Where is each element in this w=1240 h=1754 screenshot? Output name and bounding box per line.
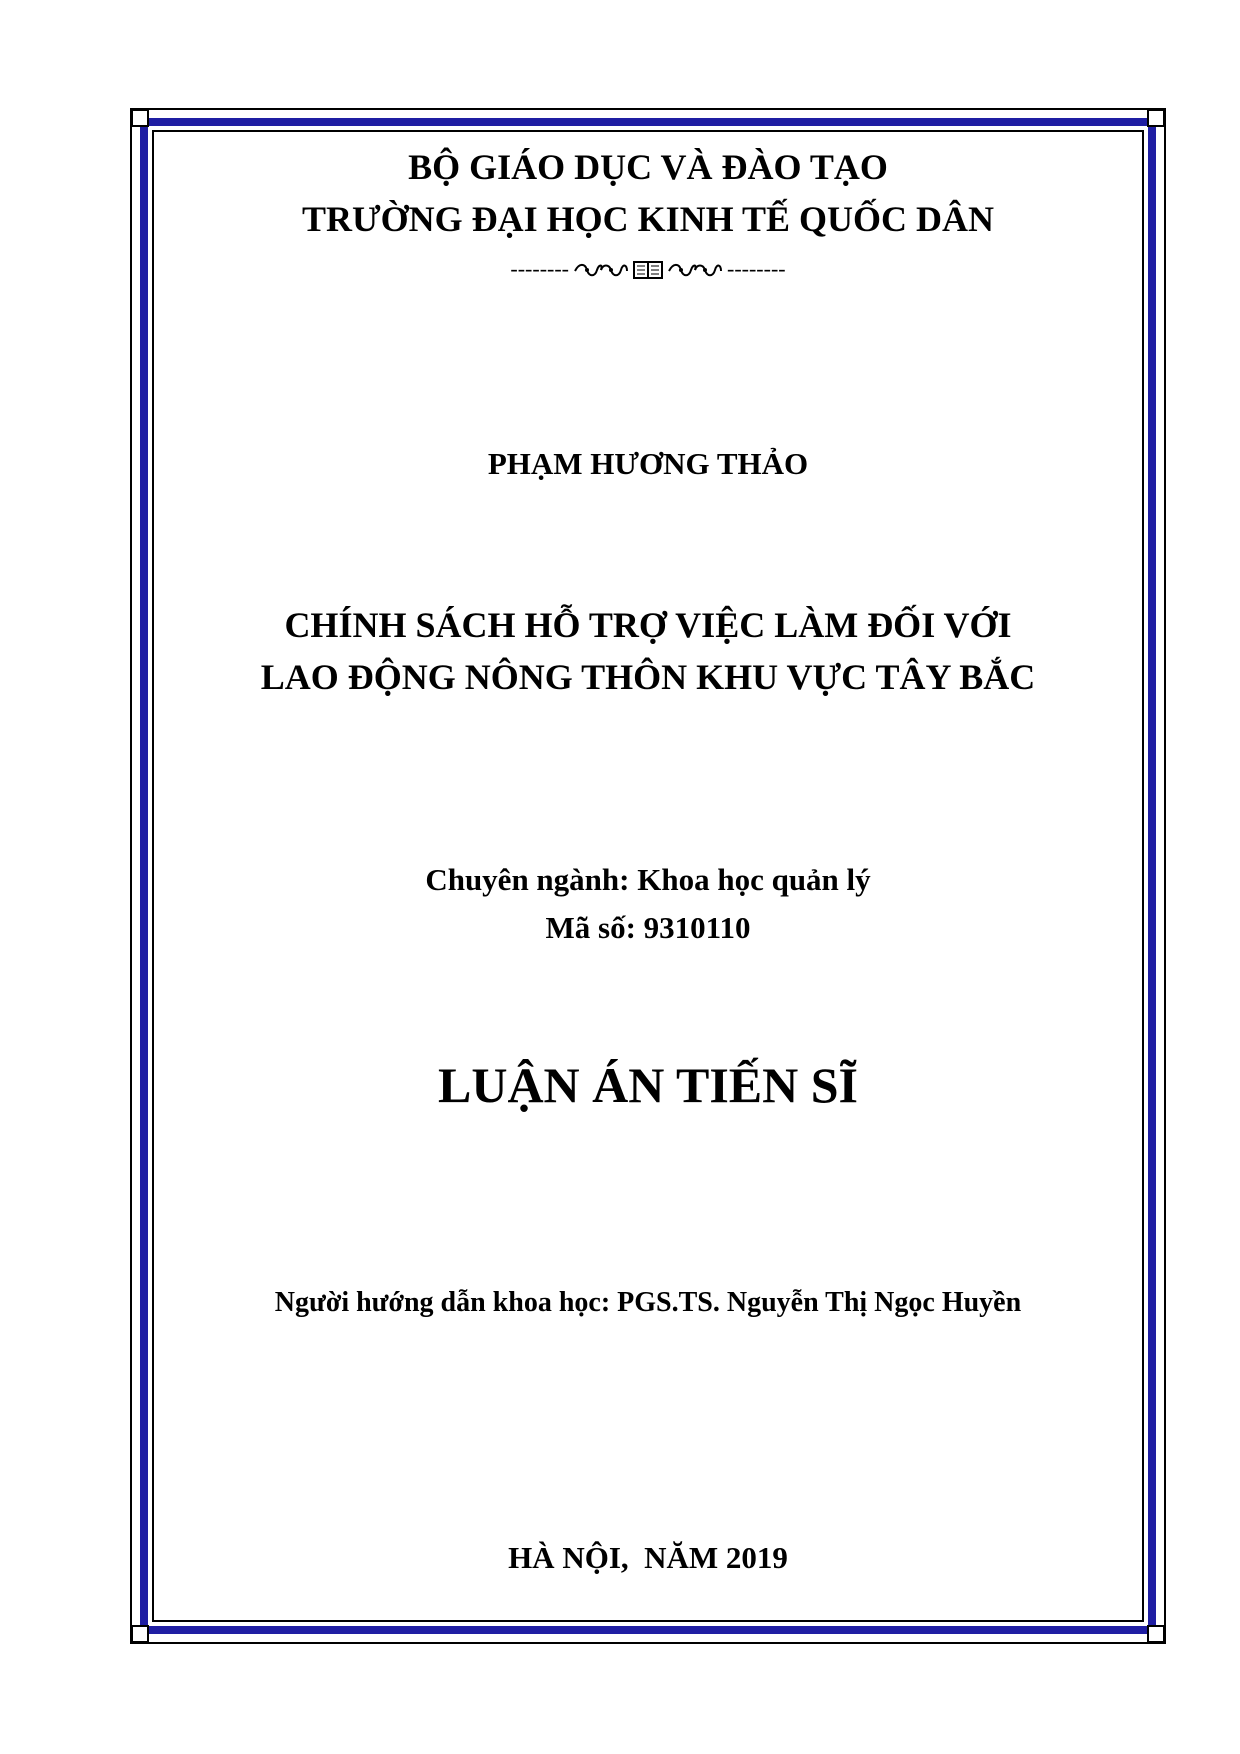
author-name: PHẠM HƯƠNG THẢO	[487, 446, 809, 481]
frame-corner-bottom-right	[1147, 1625, 1165, 1643]
divider-dashes-right: --------	[727, 256, 786, 281]
frame-corner-top-left	[131, 109, 149, 127]
thesis-title-line-1: CHÍNH SÁCH HỖ TRỢ VIỆC LÀM ĐỐI VỚI	[284, 605, 1012, 645]
scroll-ornament-icon	[667, 261, 723, 284]
book-icon	[633, 260, 663, 285]
ministry-heading: BỘ GIÁO DỤC VÀ ĐÀO TẠO	[408, 147, 888, 187]
major-code: Mã số: 9310110	[545, 910, 751, 945]
place-and-year: HÀ NỘI, NĂM 2019	[508, 1540, 788, 1575]
degree-title: LUẬN ÁN TIẾN SĨ	[437, 1057, 859, 1113]
major-field: Chuyên ngành: Khoa học quản lý	[425, 862, 871, 897]
frame-corner-bottom-left	[131, 1625, 149, 1643]
frame-corner-top-right	[1147, 109, 1165, 127]
scroll-ornament-icon	[573, 261, 629, 284]
thesis-title-line-2: LAO ĐỘNG NÔNG THÔN KHU VỰC TÂY BẮC	[260, 657, 1036, 697]
divider-dashes-left: --------	[510, 256, 569, 281]
advisor-line: Người hướng dẫn khoa học: PGS.TS. Nguyễn Thị Ngọc Huyền	[274, 1287, 1022, 1318]
university-heading: TRƯỜNG ĐẠI HỌC KINH TẾ QUỐC DÂN	[301, 199, 995, 239]
ornamental-divider	[0, 256, 1240, 285]
